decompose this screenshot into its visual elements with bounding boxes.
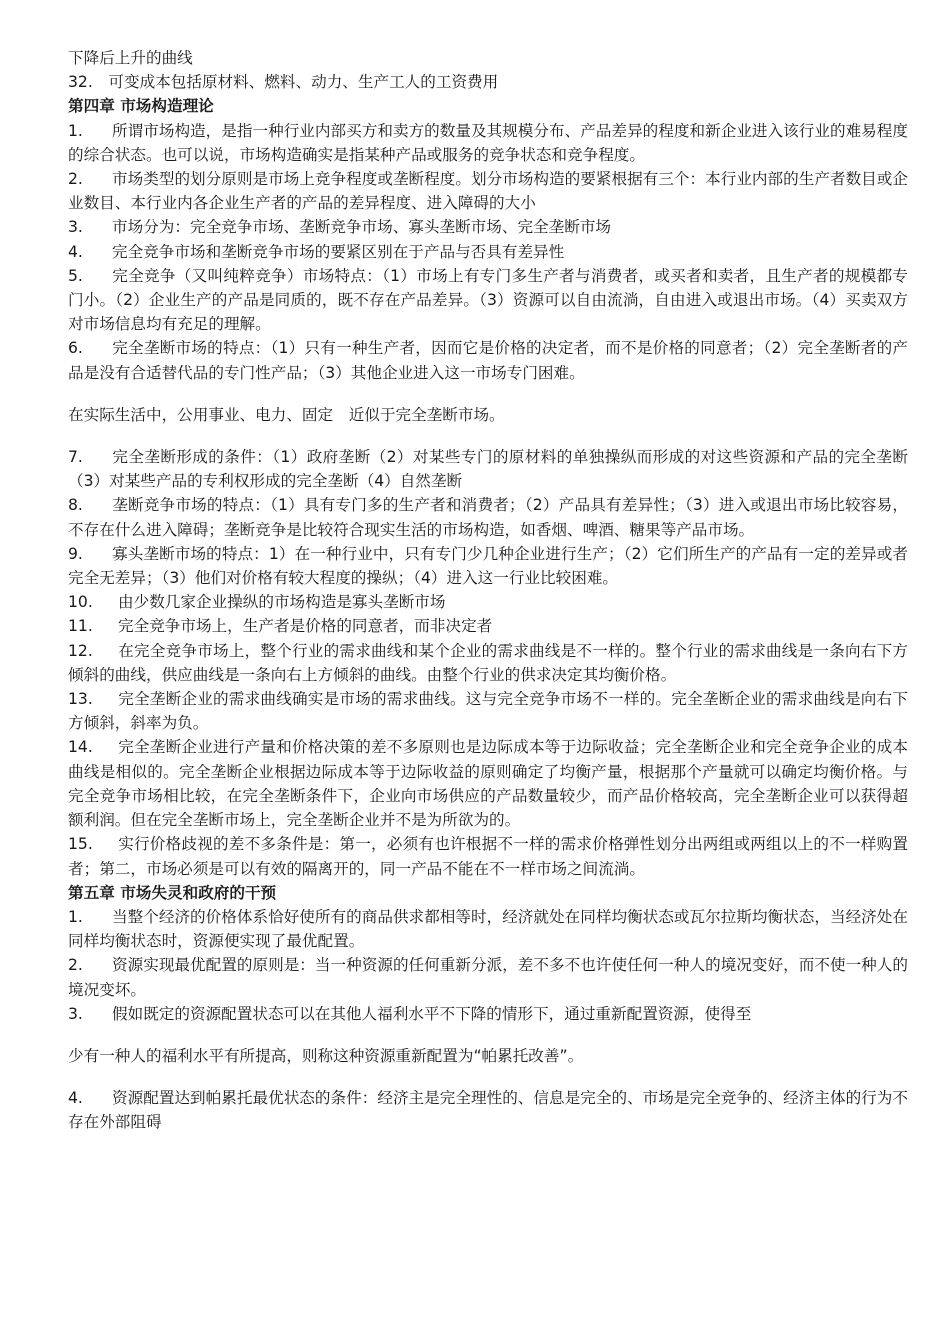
list-item [68, 1086, 908, 1134]
list-item [68, 167, 908, 215]
list-item [68, 590, 908, 614]
item-text: 完全垄断企业的需求曲线确实是市场的需求曲线。这与完全竞争市场不一样的。完全垄断企业的需求曲线是向右下方倾斜，斜率为负。 [68, 690, 908, 733]
list-item [68, 687, 908, 735]
item-number: 3. [68, 218, 83, 237]
item-number: 8. [68, 496, 83, 515]
item-number: 1. [68, 907, 83, 926]
item-number: 11. [68, 617, 93, 636]
list-item [68, 1002, 908, 1026]
item-text: 完全垄断市场的特点：（1）只有一种生产者，因而它是价格的决定者，而不是价格的同意者；（2）完全垄断者的产品是没有合适替代品的专门性产品；（3）其他企业进入这一市场专门困难。 [68, 339, 908, 382]
item-number: 4. [68, 1089, 83, 1108]
item-text: 所谓市场构造，是指一种行业内部买方和卖方的数量及其规模分布、产品差异的程度和新企业进入该行业的难易程度的综合状态。也可以说，市场构造确实是指某种产品或服务的竞争状态和竞争程度。 [68, 121, 908, 164]
list-item [68, 240, 908, 264]
item-number: 9. [68, 544, 83, 563]
list-item [68, 639, 908, 687]
item-text: 假如既定的资源配置状态可以在其他人福利水平不下降的情形下，通过重新配置资源，使得至 [112, 1004, 752, 1023]
item-text: 完全竞争市场上，生产者是价格的同意者，而非决定者 [118, 617, 493, 636]
chapter-heading: 第四章 市场构造理论 [68, 97, 214, 116]
item-number: 12. [68, 641, 93, 660]
item-text: 当整个经济的价格体系恰好使所有的商品供求都相等时，经济就处在同样均衡状态或瓦尔拉斯均衡状态，当经济处在同样均衡状态时，资源便实现了最优配置。 [68, 907, 908, 951]
item-number: 3. [68, 1004, 83, 1023]
item-text: 由少数几家企业操纵的市场构造是寡头垄断市场 [118, 593, 446, 612]
item-number: 15. [68, 835, 93, 854]
list-item [68, 119, 908, 167]
item-text: 资源配置达到帕累托最优状态的条件：经济主是完全理性的、信息是完全的、市场是完全竞争的、经济主体的行为不存在外部阻碍 [68, 1089, 908, 1132]
item-number: 2. [68, 170, 83, 189]
item-text: 市场类型的划分原则是市场上竞争程度或垄断程度。划分市场构造的要紧根据有三个：本行业内部的生产者数目或企业数目、本行业内各企业生产者的产品的差异程度、进入障碍的大小 [68, 170, 908, 213]
list-item [68, 735, 908, 832]
list-item [68, 493, 908, 541]
item-text: 寡头垄断市场的特点：1）在一种行业中，只有专门少几种企业进行生产；（2）它们所生产的产品有一定的差异或者完全无差异；（3）他们对价格有较大程度的操纵；（4）进入这一行业比较困难。 [68, 544, 908, 588]
text-line: 在实际生活中，公用事业、电力、固定 近似于完全垄断市场。 [68, 405, 505, 424]
item-text: 完全竞争市场和垄断竞争市场的要紧区别在于产品与否具有差异性 [112, 242, 565, 261]
list-item [68, 336, 908, 384]
list-item [68, 264, 908, 337]
item-number: 6. [68, 339, 83, 358]
item-text: 市场分为：完全竞争市场、垄断竞争市场、寡头垄断市场、完全垄断市场 [112, 218, 612, 237]
text-line: 下降后上升的曲线 [68, 49, 193, 67]
chapter-heading: 第五章 市场失灵和政府的干预 [68, 883, 277, 902]
item-number: 10. [68, 593, 93, 612]
item-number: 7. [68, 448, 83, 467]
item-text: 完全竞争（又叫纯粹竞争）市场特点：（1）市场上有专门多生产者与消费者，或买者和卖者，且生产者的规模都专门小。（2）企业生产的产品是同质的，既不存在产品差异。（3）资源可以自由流淌，自由进入或退出市场。（4）买卖双方对市场信息均有充足的理解。 [68, 266, 908, 334]
item-number: 2. [68, 956, 83, 975]
text-line: 少有一种人的福利水平有所提高，则称这种资源重新配置为“帕累托改善”。 [68, 1046, 584, 1065]
item-text: 完全垄断形成的条件：（1）政府垄断（2）对某些专门的原材料的单独操纵而形成的对这些资源和产品的完全垄断（3）对某些产品的专利权形成的完全垄断（4）自然垄断 [68, 448, 908, 491]
list-item [68, 215, 908, 239]
item-text: 实行价格歧视的差不多条件是：第一，必须有也许根据不一样的需求价格弹性划分出两组或两组以上的不一样购置者；第二，市场必须是可以有效的隔离开的，同一产品不能在不一样市场之间流淌。 [68, 835, 908, 878]
item-text: 垄断竞争市场的特点：（1）具有专门多的生产者和消费者；（2）产品具有差异性；（3）进入或退出市场比较容易，不存在什么进入障碍；垄断竞争是比较符合现实生活的市场构造，如香烟、啤酒、糖果等产品市场。 [68, 496, 908, 539]
item-text: 资源实现最优配置的原则是：当一种资源的任何重新分派，差不多不也许使任何一种人的境况变好，而不使一种人的境况变坏。 [68, 956, 908, 999]
item-number: 13. [68, 690, 93, 709]
item-number: 14. [68, 738, 93, 757]
text-line: 32. 可变成本包括原材料、燃料、动力、生产工人的工资费用 [68, 73, 499, 92]
item-text: 完全垄断企业进行产量和价格决策的差不多原则也是边际成本等于边际收益；完全垄断企业和完全竞争企业的成本曲线是相似的。完全垄断企业根据边际成本等于边际收益的原则确定了均衡产量，根据那个产量就可以确定均衡价格。与完全竞争市场相比较，在完全垄断条件下，企业向市场供应的产品数量较少，而产品价格较高，完全垄断企业可以获得超额利润。但在完全垄断市场上，完全垄断企业并不是为所欲为的。 [68, 738, 908, 830]
item-number: 5. [68, 266, 83, 285]
item-number: 1. [68, 121, 83, 140]
list-item [68, 614, 908, 638]
item-text: 在完全竞争市场上，整个行业的需求曲线和某个企业的需求曲线是不一样的。整个行业的需求曲线是一条向右下方倾斜的曲线，供应曲线是一条向右上方倾斜的曲线。由整个行业的供求决定其均衡价格。 [68, 641, 908, 684]
list-item [68, 542, 908, 590]
list-item [68, 953, 908, 1001]
list-item [68, 905, 908, 953]
list-item [68, 832, 908, 880]
item-number: 4. [68, 242, 83, 261]
document-page [68, 46, 908, 1135]
list-item [68, 445, 908, 493]
